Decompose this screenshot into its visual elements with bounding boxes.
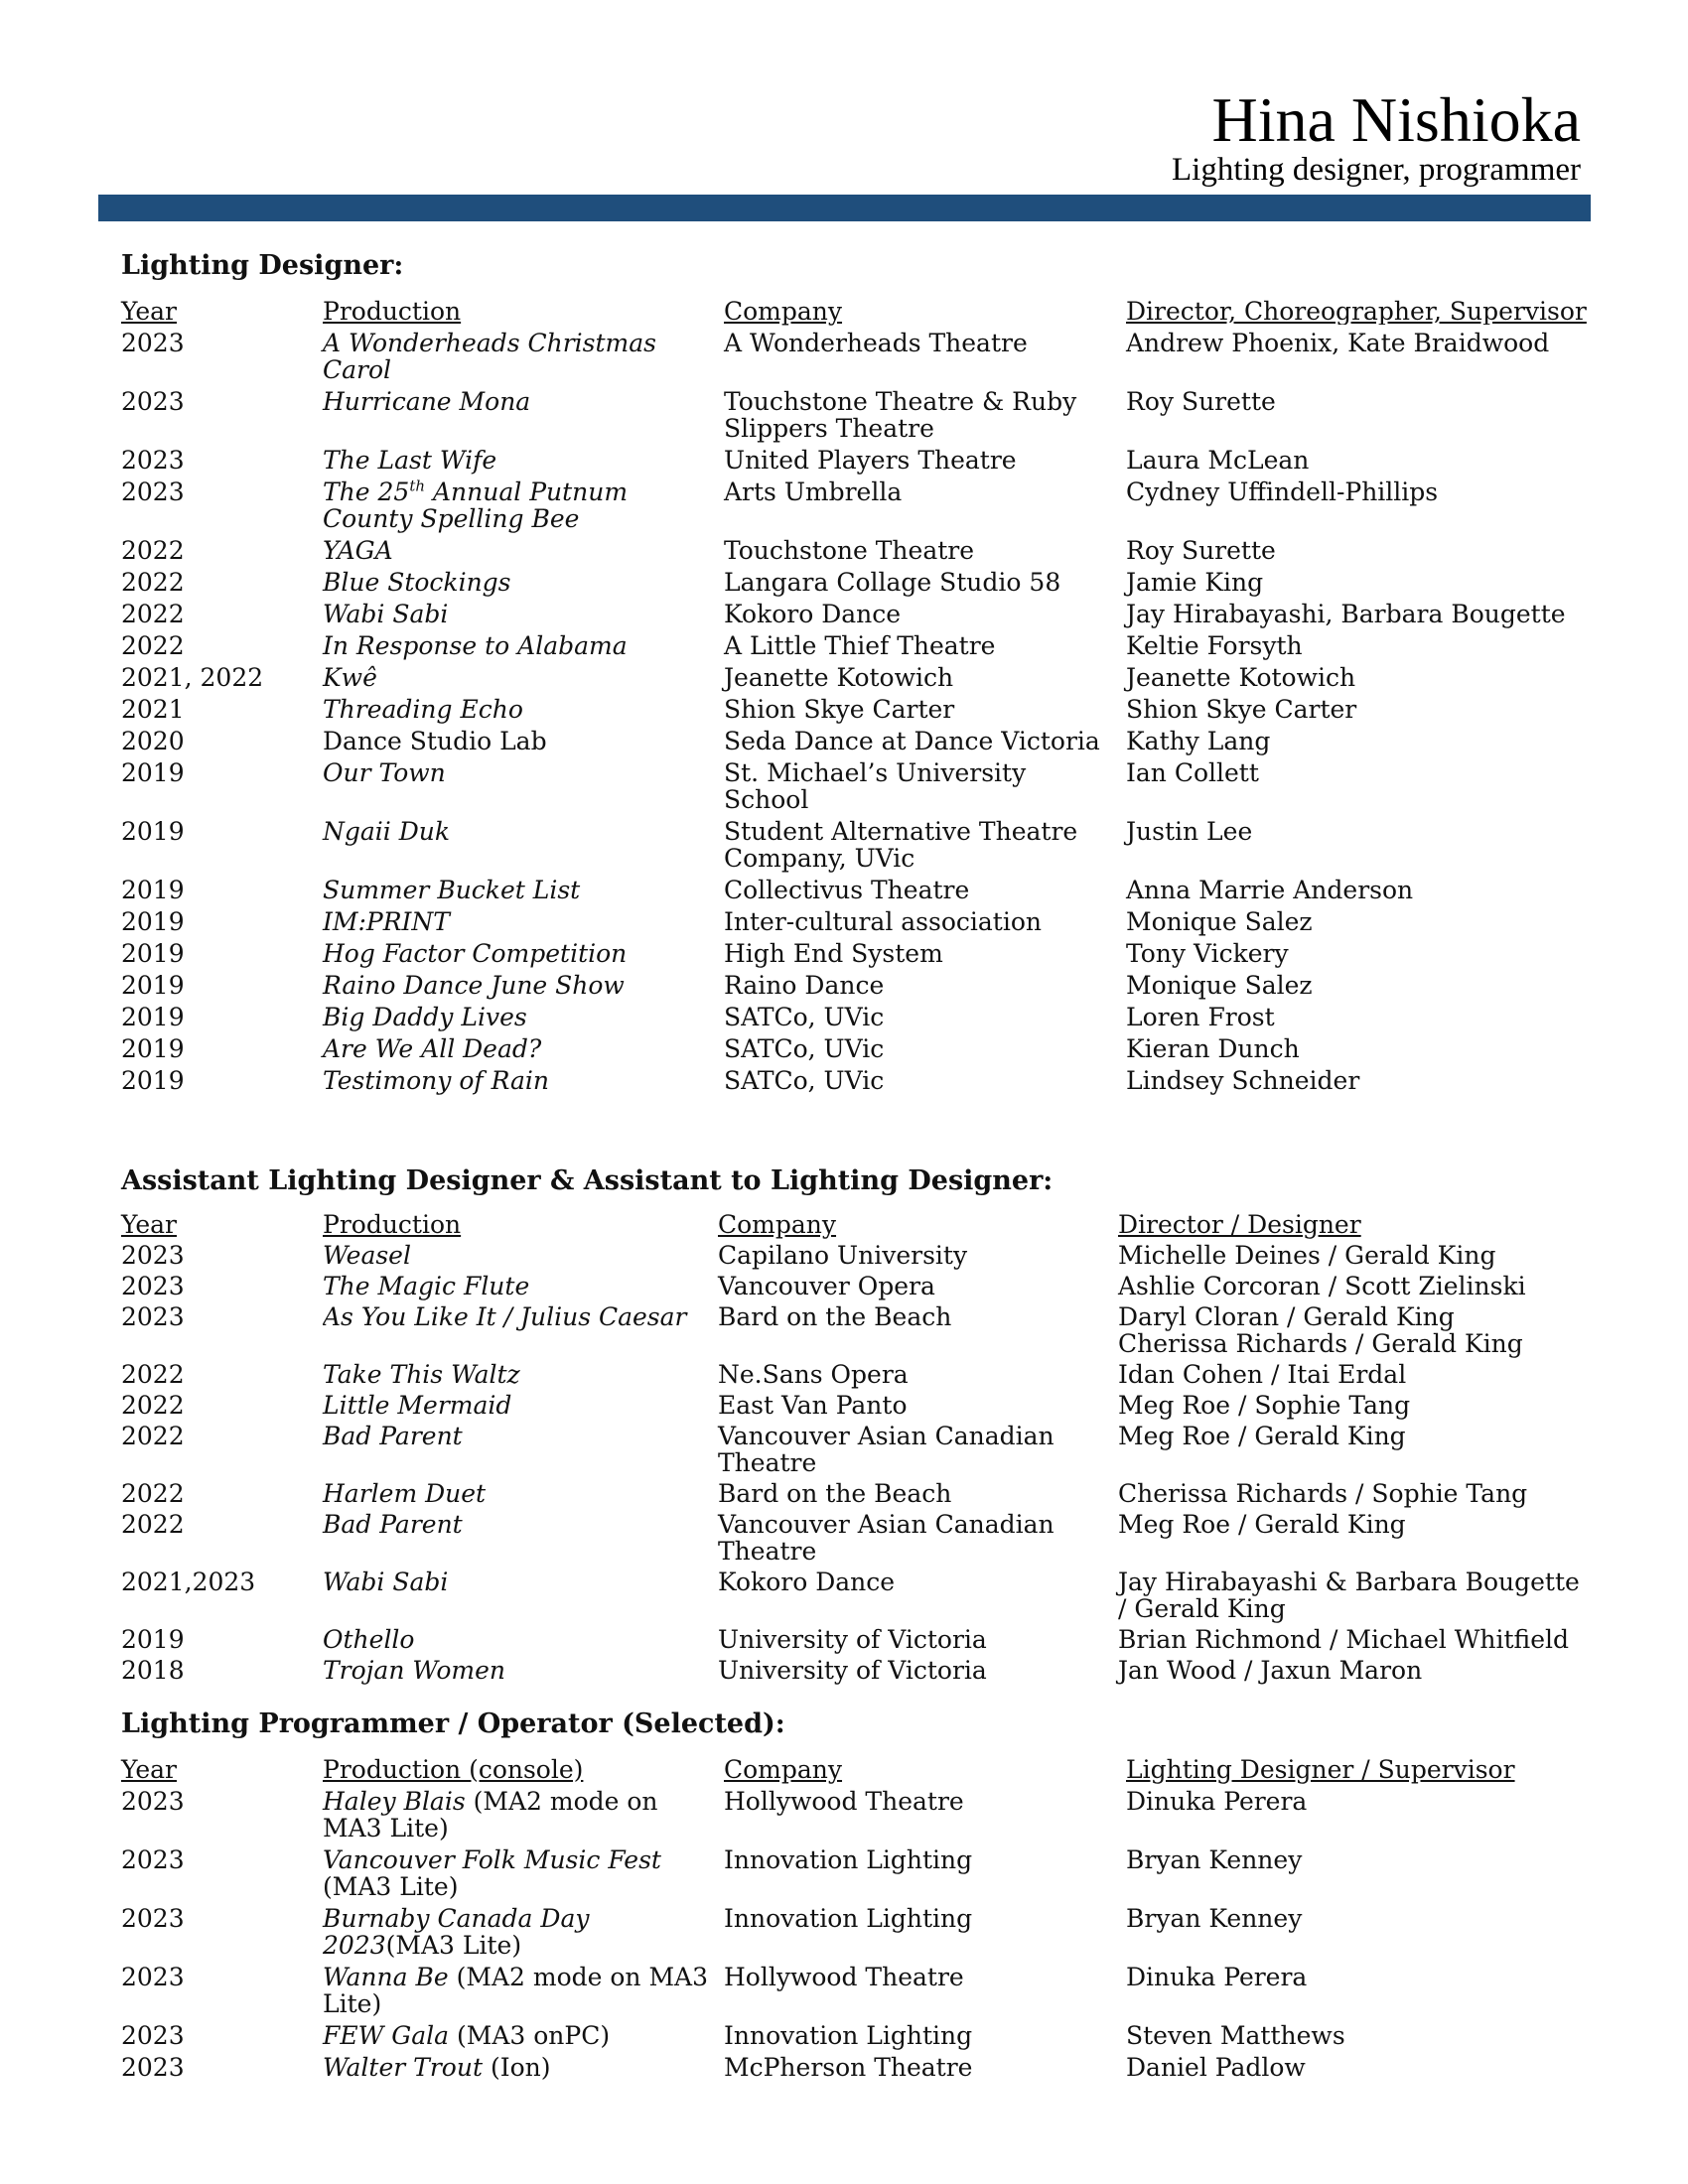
year-cell: 2023 <box>121 1904 185 1933</box>
production-cell: Big Daddy Lives <box>323 1003 527 1031</box>
production-cell: As You Like It / Julius Caesar <box>323 1303 687 1331</box>
company-cell: SATCo, UVic <box>724 1066 885 1095</box>
designer-cell: Dinuka Perera <box>1126 1963 1308 1991</box>
col-header-production: Production <box>323 297 462 326</box>
director-cell: Loren Frost <box>1126 1003 1275 1031</box>
production-title: Walter Trout <box>323 2053 483 2082</box>
section-title: Lighting Designer: <box>121 250 404 281</box>
designer-cell: Dinuka Perera <box>1126 1787 1308 1816</box>
production-cell: In Response to Alabama <box>323 631 628 660</box>
production-cell: YAGA <box>323 536 393 565</box>
year-cell: 2022 <box>121 1510 185 1539</box>
production-cell: Othello <box>323 1625 415 1654</box>
company-cell: Vancouver Opera <box>718 1272 935 1300</box>
production-cell: Trojan Women <box>323 1656 506 1685</box>
production-cell: Blue Stockings <box>323 568 511 597</box>
year-cell: 2019 <box>121 971 185 1000</box>
production-cell: The Last Wife <box>323 446 497 475</box>
production-cell: Ngaii Duk <box>323 817 451 846</box>
table-row <box>121 1392 1591 1419</box>
year-cell: 2019 <box>121 1066 185 1095</box>
director-cell: Jan Wood / Jaxun Maron <box>1118 1656 1423 1685</box>
production-title: Wanna Be <box>323 1963 449 1991</box>
header-divider-bar <box>98 195 1591 221</box>
year-cell: 2022 <box>121 1391 185 1420</box>
director-cell: Brian Richmond / Michael Whitfield <box>1118 1625 1570 1654</box>
console-text: (MA3 onPC) <box>449 2021 611 2050</box>
year-cell: 2021,2023 <box>121 1568 256 1596</box>
col-header-designer: Lighting Designer / Supervisor <box>1126 1755 1515 1784</box>
director-cell: Keltie Forsyth <box>1126 631 1303 660</box>
director-line-1: Daryl Cloran / Gerald King <box>1118 1302 1455 1331</box>
year-cell: 2023 <box>121 1241 185 1270</box>
credits-table <box>121 1756 1591 2081</box>
year-cell: 2019 <box>121 939 185 968</box>
table-row <box>121 1788 1591 1842</box>
year-cell: 2022 <box>121 568 185 597</box>
production-cell <box>323 2054 724 2081</box>
director-cell: Andrew Phoenix, Kate Braidwood <box>1126 329 1550 357</box>
production-cell: Weasel <box>323 1241 411 1270</box>
table-row <box>121 1905 1591 1959</box>
table-row <box>121 877 1591 903</box>
company-cell: Innovation Lighting <box>724 2021 973 2050</box>
production-title: Vancouver Folk Music Fest <box>323 1845 661 1874</box>
designer-cell: Daniel Padlow <box>1126 2053 1306 2082</box>
table-row <box>121 1569 1591 1622</box>
production-cell: Hurricane Mona <box>323 387 531 416</box>
table-row <box>121 1303 1591 1357</box>
production-cell: Take This Waltz <box>323 1360 520 1389</box>
table-row <box>121 569 1591 596</box>
table-row <box>121 537 1591 564</box>
company-cell: A Wonderheads Theatre <box>724 329 1028 357</box>
col-header-company: Company <box>718 1210 837 1239</box>
director-cell: Cydney Uffindell-Phillips <box>1126 478 1439 506</box>
production-cell: Testimony of Rain <box>323 1066 549 1095</box>
table-row <box>121 2054 1591 2081</box>
director-cell: Tony Vickery <box>1126 939 1289 968</box>
company-cell: Innovation Lighting <box>724 1904 973 1933</box>
company-cell: Kokoro Dance <box>718 1568 896 1596</box>
production-cell <box>323 478 724 532</box>
director-cell: Ashlie Corcoran / Scott Zielinski <box>1118 1272 1526 1300</box>
director-cell: Meg Roe / Gerald King <box>1118 1510 1406 1539</box>
production-cell <box>323 1964 724 2017</box>
director-cell: Jay Hirabayashi, Barbara Bougette <box>1126 600 1566 628</box>
year-cell: 2019 <box>121 876 185 904</box>
production-cell: Summer Bucket List <box>323 876 581 904</box>
company-cell: Jeanette Kotowich <box>724 663 954 692</box>
section-lighting-designer <box>121 250 1591 1094</box>
company-cell: United Players Theatre <box>724 446 1017 475</box>
year-cell: 2023 <box>121 2021 185 2050</box>
company-cell: Vancouver Asian Canadian Theatre <box>718 1422 1055 1477</box>
production-cell: Are We All Dead? <box>323 1034 542 1063</box>
table-row <box>121 759 1591 813</box>
table-row <box>121 908 1591 935</box>
company-cell: Touchstone Theatre <box>724 536 975 565</box>
table-row <box>121 972 1591 999</box>
production-cell: Wabi Sabi <box>323 600 449 628</box>
table-row <box>121 664 1591 691</box>
director-cell: Roy Surette <box>1126 387 1276 416</box>
table-row <box>121 601 1591 627</box>
production-cell: Dance Studio Lab <box>323 727 547 755</box>
table-row <box>121 696 1591 723</box>
col-header-year: Year <box>121 1210 177 1239</box>
year-cell: 2019 <box>121 1003 185 1031</box>
company-cell: Vancouver Asian Canadian Theatre <box>718 1510 1055 1566</box>
company-cell: East Van Panto <box>718 1391 908 1420</box>
production-cell: Our Town <box>323 758 446 787</box>
company-cell: Hollywood Theatre <box>724 1963 964 1991</box>
director-cell: Monique Salez <box>1126 971 1313 1000</box>
col-header-year: Year <box>121 297 177 326</box>
director-cell: Idan Cohen / Itai Erdal <box>1118 1360 1407 1389</box>
director-cell: Lindsey Schneider <box>1126 1066 1360 1095</box>
production-cell <box>323 2022 724 2049</box>
console-text: (MA2 mode on MA3 Lite) <box>323 1963 709 2018</box>
director-cell: Michelle Deines / Gerald King <box>1118 1241 1496 1270</box>
director-cell: Cherissa Richards / Sophie Tang <box>1118 1479 1528 1508</box>
director-line-2: Cherissa Richards / Gerald King <box>1118 1329 1523 1358</box>
console-text: (Ion) <box>483 2053 551 2082</box>
year-cell: 2022 <box>121 1422 185 1450</box>
director-cell: Kathy Lang <box>1126 727 1271 755</box>
company-cell: University of Victoria <box>718 1625 987 1654</box>
company-cell: Bard on the Beach <box>718 1302 952 1331</box>
director-cell: Laura McLean <box>1126 446 1310 475</box>
company-cell: Raino Dance <box>724 971 885 1000</box>
company-cell: Touchstone Theatre & Ruby Slippers Theatre <box>724 387 1077 443</box>
col-header-company: Company <box>724 1755 843 1784</box>
director-cell <box>1118 1303 1591 1357</box>
production-text-a: The 25 <box>323 478 410 506</box>
company-cell: Shion Skye Carter <box>724 695 955 724</box>
company-cell: Langara Collage Studio 58 <box>724 568 1061 597</box>
year-cell: 2023 <box>121 1963 185 1991</box>
company-cell: Inter-cultural association <box>724 907 1042 936</box>
designer-cell: Bryan Kenney <box>1126 1904 1303 1933</box>
company-cell: McPherson Theatre <box>724 2053 973 2082</box>
table-row <box>121 2022 1591 2049</box>
director-cell: Kieran Dunch <box>1126 1034 1300 1063</box>
production-cell: Little Mermaid <box>323 1391 512 1420</box>
table-row <box>121 1067 1591 1094</box>
production-cell: Bad Parent <box>323 1422 463 1450</box>
company-cell: St. Michael’s University School <box>724 758 1027 814</box>
company-cell: A Little Thief Theatre <box>724 631 996 660</box>
director-cell: Jay Hirabayashi & Barbara Bougette / Gerald King <box>1118 1568 1580 1623</box>
year-cell: 2021 <box>121 695 185 724</box>
production-title: Burnaby Canada Day 2023 <box>323 1904 590 1960</box>
production-cell: Hog Factor Competition <box>323 939 628 968</box>
section-assistant-lighting-designer <box>121 1165 1591 1684</box>
credits-table <box>121 298 1591 1094</box>
production-cell: Harlem Duet <box>323 1479 487 1508</box>
production-cell: Bad Parent <box>323 1510 463 1539</box>
year-cell: 2022 <box>121 536 185 565</box>
year-cell: 2019 <box>121 758 185 787</box>
col-header-director: Director, Choreographer, Supervisor <box>1126 298 1587 325</box>
director-cell: Monique Salez <box>1126 907 1313 936</box>
designer-cell: Bryan Kenney <box>1126 1845 1303 1874</box>
company-cell: University of Victoria <box>718 1656 987 1685</box>
person-subtitle: Lighting designer, programmer <box>1172 152 1581 188</box>
col-header-director: Director / Designer <box>1118 1210 1361 1239</box>
table-row <box>121 1273 1591 1299</box>
production-cell: The Magic Flute <box>323 1272 530 1300</box>
table-row <box>121 818 1591 872</box>
table-row <box>121 478 1591 532</box>
company-cell: SATCo, UVic <box>724 1003 885 1031</box>
company-cell: Kokoro Dance <box>724 600 902 628</box>
production-cell <box>323 1788 724 1842</box>
production-text-b: Annual Putnum County Spelling Bee <box>323 478 629 533</box>
company-cell: Bard on the Beach <box>718 1479 952 1508</box>
table-row <box>121 447 1591 474</box>
year-cell: 2023 <box>121 2053 185 2082</box>
section-title: Lighting Programmer / Operator (Selected): <box>121 1708 785 1739</box>
year-cell: 2022 <box>121 600 185 628</box>
year-cell: 2023 <box>121 1302 185 1331</box>
year-cell: 2022 <box>121 631 185 660</box>
company-cell: Seda Dance at Dance Victoria <box>724 727 1100 755</box>
director-cell: Justin Lee <box>1126 817 1253 846</box>
year-cell: 2019 <box>121 817 185 846</box>
table-header-row <box>121 298 1591 325</box>
col-header-company: Company <box>724 297 843 326</box>
table-header-row <box>121 1211 1591 1238</box>
year-cell: 2023 <box>121 478 185 506</box>
col-header-production: Production (console) <box>323 1755 584 1784</box>
production-cell <box>323 1846 724 1900</box>
production-cell <box>323 1905 724 1959</box>
col-header-year: Year <box>121 1755 177 1784</box>
director-cell: Anna Marrie Anderson <box>1126 876 1414 904</box>
table-row <box>121 330 1591 383</box>
year-cell: 2023 <box>121 387 185 416</box>
console-text: (MA3 Lite) <box>385 1931 522 1960</box>
production-cell: A Wonderheads Christmas Carol <box>323 329 656 384</box>
company-cell: Capilano University <box>718 1241 968 1270</box>
console-text: (MA2 mode on MA3 Lite) <box>323 1787 658 1843</box>
director-cell: Jamie King <box>1126 568 1264 597</box>
table-row <box>121 1626 1591 1653</box>
table-row <box>121 940 1591 967</box>
table-row <box>121 1004 1591 1030</box>
company-cell: Innovation Lighting <box>724 1845 973 1874</box>
production-cell: IM:PRINT <box>323 907 450 936</box>
production-cell: Raino Dance June Show <box>323 971 625 1000</box>
production-cell: Threading Echo <box>323 695 523 724</box>
director-cell: Roy Surette <box>1126 536 1276 565</box>
table-row <box>121 632 1591 659</box>
production-superscript: th <box>409 477 426 495</box>
resume-header <box>1172 84 1581 188</box>
company-cell: Student Alternative Theatre Company, UVic <box>724 817 1078 873</box>
production-cell: Kwê <box>323 663 377 692</box>
company-cell: Ne.Sans Opera <box>718 1360 909 1389</box>
year-cell: 2021, 2022 <box>121 663 264 692</box>
table-row <box>121 1423 1591 1476</box>
year-cell: 2023 <box>121 1272 185 1300</box>
person-name: Hina Nishioka <box>1211 84 1581 155</box>
director-cell: Shion Skye Carter <box>1126 695 1357 724</box>
table-row <box>121 1480 1591 1507</box>
year-cell: 2022 <box>121 1360 185 1389</box>
year-cell: 2023 <box>121 446 185 475</box>
company-cell: SATCo, UVic <box>724 1034 885 1063</box>
director-cell: Meg Roe / Gerald King <box>1118 1422 1406 1450</box>
table-row <box>121 1242 1591 1269</box>
year-cell: 2019 <box>121 1625 185 1654</box>
table-row <box>121 1657 1591 1684</box>
year-cell: 2019 <box>121 907 185 936</box>
production-cell: Wabi Sabi <box>323 1568 449 1596</box>
table-row <box>121 1035 1591 1062</box>
table-row <box>121 1511 1591 1565</box>
table-row <box>121 728 1591 754</box>
table-row <box>121 1846 1591 1900</box>
company-cell: Collectivus Theatre <box>724 876 970 904</box>
director-cell: Meg Roe / Sophie Tang <box>1118 1391 1411 1420</box>
director-cell: Jeanette Kotowich <box>1126 663 1356 692</box>
col-header-production: Production <box>323 1210 462 1239</box>
table-row <box>121 1964 1591 2017</box>
console-text: (MA3 Lite) <box>323 1872 459 1901</box>
section-title: Assistant Lighting Designer & Assistant to Lighting Designer: <box>121 1165 1054 1196</box>
production-title: FEW Gala <box>323 2021 450 2050</box>
company-cell: High End System <box>724 939 943 968</box>
section-lighting-programmer <box>121 1708 1591 2081</box>
company-cell: Hollywood Theatre <box>724 1787 964 1816</box>
designer-cell: Steven Matthews <box>1126 2021 1345 2050</box>
table-row <box>121 1361 1591 1388</box>
year-cell: 2022 <box>121 1479 185 1508</box>
table-row <box>121 388 1591 442</box>
year-cell: 2023 <box>121 1787 185 1816</box>
production-title: Haley Blais <box>323 1787 466 1816</box>
year-cell: 2018 <box>121 1656 185 1685</box>
credits-table <box>121 1211 1591 1684</box>
table-header-row <box>121 1756 1591 1783</box>
director-cell: Ian Collett <box>1126 758 1259 787</box>
year-cell: 2023 <box>121 1845 185 1874</box>
year-cell: 2023 <box>121 329 185 357</box>
company-cell: Arts Umbrella <box>724 478 903 506</box>
year-cell: 2020 <box>121 727 185 755</box>
year-cell: 2019 <box>121 1034 185 1063</box>
